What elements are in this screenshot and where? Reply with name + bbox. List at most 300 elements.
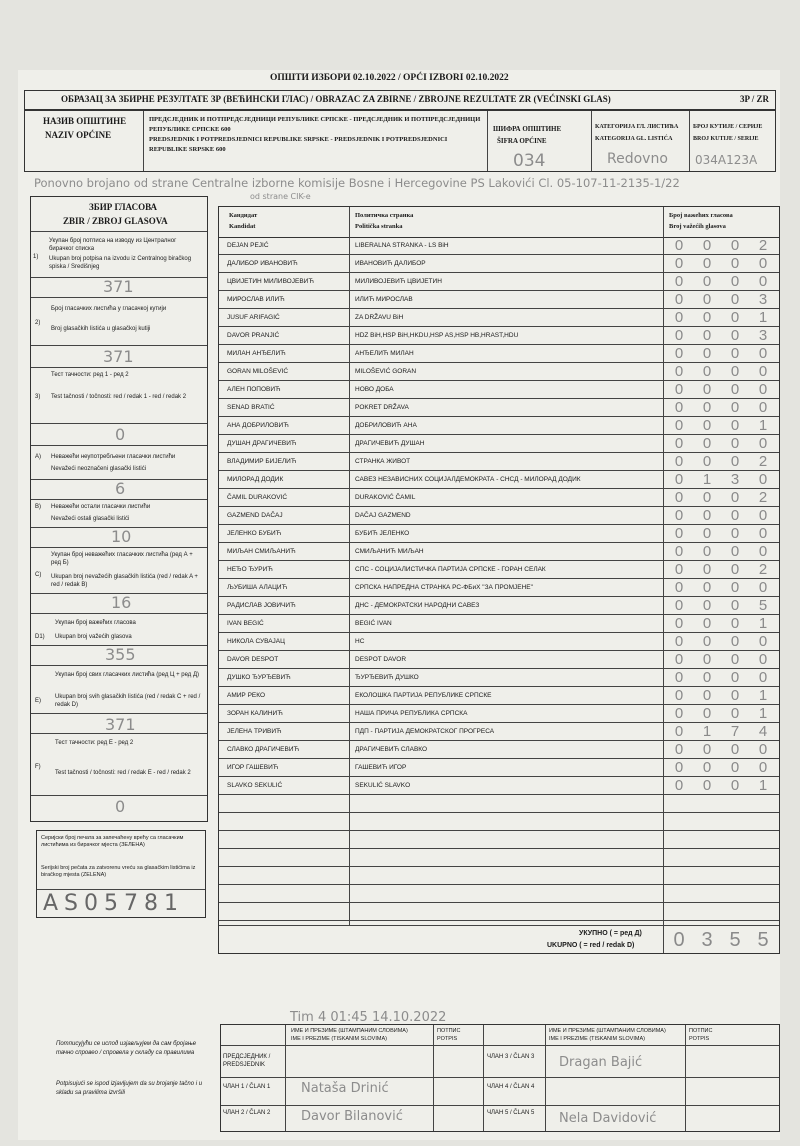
vote-digit: 0 — [674, 399, 684, 416]
party-name: SEKULIĆ SLAVKO — [355, 782, 411, 789]
table-row — [219, 255, 779, 273]
code-label-cyr: ШИФРА ОПШТИНЕ — [493, 125, 562, 133]
summary-value: 371 — [105, 715, 136, 734]
vote-digit: 0 — [674, 687, 684, 704]
party-name: LIBERALNA STRANKA - LS BiH — [355, 242, 449, 249]
candidate-name: АЛЕН ПОПОВИЋ — [227, 386, 281, 393]
vote-digit: 1 — [758, 705, 768, 722]
vote-digits — [665, 741, 777, 759]
vote-digit: 0 — [702, 273, 712, 290]
vote-digit: 0 — [702, 345, 712, 362]
vote-digits — [665, 291, 777, 309]
candidate-name: IVAN BEGIĆ — [227, 620, 264, 627]
vote-digit: 0 — [730, 687, 740, 704]
form-title-bar — [24, 90, 776, 110]
empty-row — [219, 903, 779, 921]
election-title: ОПШТИ ИЗБОРИ 02.10.2022 / OPĆI IZBORI 02.10.2022 — [270, 73, 509, 83]
table-row — [219, 237, 779, 255]
serial-box: Серијски број печата за запечаћену врећу са гласачким листићима из бирачког мјеста (ЗЕЛЕНА) Serijski broj pečata za zatvorenu vreću sa glasačkim listićima iz biračkog mjesta (ZELENA) AS05781 — [36, 830, 206, 918]
total-label-lat: UKUPNO ( = red / redak D) — [547, 942, 635, 949]
party-name: НС — [355, 638, 365, 645]
vote-digit: 0 — [758, 471, 768, 488]
party-name: DESPOT DAVOR — [355, 656, 407, 663]
vote-digit: 0 — [674, 777, 684, 794]
summary-title-lat: ZBIR / ZBROJ GLASOVA — [63, 216, 168, 226]
party-name: ДРАГИЧЕВИЋ СЛАВКО — [355, 746, 428, 753]
candidate-name: МИЉАН СМИЉАНИЋ — [227, 548, 296, 555]
total-label-cyr: УКУПНО ( = ред Д) — [579, 930, 642, 937]
table-row — [219, 777, 779, 795]
vote-digit: 0 — [730, 435, 740, 452]
summary-value: 355 — [105, 645, 136, 664]
vote-digit: 0 — [674, 669, 684, 686]
table-header: Кандидат Kandidat Политичка странка Politička stranka Број важећих гласова Broj važećih glasova — [219, 207, 779, 238]
vote-digits — [665, 417, 777, 435]
certify-cyr: Потписујући се испод изјављујем да сам бројање тачно спровео / спровела у складу са правилима — [56, 1041, 197, 1056]
vote-digit: 0 — [702, 399, 712, 416]
vote-digits — [665, 453, 777, 471]
candidate-name: ЉУБИША АЛАЦИЋ — [227, 584, 288, 591]
vote-digit: 0 — [730, 507, 740, 524]
vote-digits — [665, 777, 777, 795]
party-name: СПС - СОЦИЈАЛИСТИЧКА ПАРТИЈА СРПСКЕ - ГОРАН СЕЛАК — [355, 566, 546, 573]
table-row — [219, 417, 779, 435]
table-row — [219, 381, 779, 399]
vote-digit: 0 — [674, 273, 684, 290]
vote-digit: 0 — [674, 759, 684, 776]
vote-digit: 0 — [730, 309, 740, 326]
party-name: MILOŠEVIĆ GORAN — [355, 368, 417, 375]
table-row — [219, 435, 779, 453]
vote-digit: 0 — [758, 435, 768, 452]
vote-digit: 0 — [674, 435, 684, 452]
vote-digit: 0 — [758, 507, 768, 524]
vote-digits — [665, 507, 777, 525]
vote-digit: 0 — [730, 237, 740, 254]
handwritten-box: 034A123A — [695, 153, 758, 167]
table-row — [219, 273, 779, 291]
vote-digit: 0 — [758, 273, 768, 290]
vote-digit: 0 — [758, 255, 768, 272]
handwritten-category: Redovno — [607, 151, 668, 167]
vote-digit: 0 — [730, 489, 740, 506]
vote-digit: 0 — [730, 759, 740, 776]
vote-digits — [665, 759, 777, 777]
vote-digit: 0 — [730, 561, 740, 578]
table-row — [219, 579, 779, 597]
vote-digits — [665, 237, 777, 255]
table-row — [219, 543, 779, 561]
vote-digit: 0 — [702, 309, 712, 326]
vote-digit: 0 — [730, 597, 740, 614]
party-name: HDZ BiH,HSP BiH,HKDU,HSP AS,HSP HB,HRAST,HDU — [355, 332, 519, 339]
candidate-name: АНА ДОБРИЛОВИЋ — [227, 422, 289, 429]
vote-digit: 0 — [674, 597, 684, 614]
total-digit: 0 — [673, 929, 685, 951]
summary-title-cyr: ЗБИР ГЛАСОВА — [89, 202, 158, 212]
candidate-name: SLAVKO SEKULIĆ — [227, 782, 283, 789]
vote-digits — [665, 471, 777, 489]
candidate-name: DAVOR DESPOT — [227, 656, 279, 663]
vote-digit: 2 — [758, 489, 768, 506]
vote-digits — [665, 669, 777, 687]
party-name: СРПСКА НАПРЕДНА СТРАНКА РС-ФБиХ "ЗА ПРОМЈЕНЕ" — [355, 584, 533, 591]
table-row — [219, 291, 779, 309]
vote-digit: 0 — [702, 507, 712, 524]
signer-name: Dragan Bajić — [559, 1055, 643, 1070]
candidate-name: ДАЛИБОР ИВАНОВИЋ — [227, 260, 298, 267]
vote-digit: 1 — [758, 417, 768, 434]
vote-digit: 0 — [702, 669, 712, 686]
vote-digit: 0 — [730, 705, 740, 722]
vote-digit: 0 — [702, 435, 712, 452]
table-row — [219, 525, 779, 543]
candidate-name: ВЛАДИМИР БИЈЕЛИЋ — [227, 458, 297, 465]
candidate-name: РАДИСЛАВ ЈОВИЧИЋ — [227, 602, 296, 609]
summary-value: 6 — [115, 479, 126, 498]
party-name: НАША ПРИЧА РЕПУБЛИКА СРПСКА — [355, 710, 468, 717]
party-name: САВЕЗ НЕЗАВИСНИХ СОЦИЈАЛДЕМОКРАТА - СНСД - МИЛОРАД ДОДИК — [355, 476, 581, 483]
empty-row — [219, 831, 779, 849]
empty-row — [219, 867, 779, 885]
vote-digit: 0 — [758, 669, 768, 686]
vote-digits — [665, 687, 777, 705]
party-name: АНЂЕЛИЋ МИЛАН — [355, 350, 414, 357]
vote-digit: 0 — [702, 741, 712, 758]
table-row — [219, 687, 779, 705]
vote-digit: 0 — [674, 309, 684, 326]
vote-digits — [665, 399, 777, 417]
vote-digit: 0 — [730, 615, 740, 632]
vote-digit: 0 — [758, 579, 768, 596]
vote-digit: 0 — [674, 507, 684, 524]
vote-digits — [665, 561, 777, 579]
vote-digit: 0 — [702, 237, 712, 254]
vote-digit: 0 — [758, 633, 768, 650]
vote-digit: 0 — [702, 525, 712, 542]
vote-digits — [665, 345, 777, 363]
candidate-name: ИГОР ГАШЕВИЋ — [227, 764, 279, 771]
vote-digit: 0 — [702, 759, 712, 776]
candidate-name: ДУШКО ЂУРЂЕВИЋ — [227, 674, 291, 681]
vote-digit: 0 — [702, 687, 712, 704]
code-label-lat: ŠIFRA OPĆINE — [497, 137, 547, 145]
race-lat: PREDSJEDNIK I POTPREDSJEDNICI REPUBLIKE SRPSKE - PREDSJEDNIK I POTPREDSJEDNICI REPUBLIKE SRPSKE 600 — [149, 136, 448, 153]
candidate-name: МИРОСЛАВ ИЛИЋ — [227, 296, 285, 303]
vote-digit: 0 — [758, 363, 768, 380]
party-name: СТРАНКА ЖИВОТ — [355, 458, 411, 465]
vote-digit: 0 — [674, 363, 684, 380]
vote-digit: 0 — [730, 417, 740, 434]
vote-digits — [665, 489, 777, 507]
vote-digit: 0 — [730, 741, 740, 758]
vote-digit: 0 — [702, 597, 712, 614]
signature-table: ИМЕ И ПРЕЗИМЕ (ШТАМПАНИМ СЛОВИМА) IME I PREZIME (TISKANIM SLOVIMA) ПОТПИС POTPIS ИМЕ И ПРЕЗИМЕ (ШТАМПАНИМ СЛОВИМА) IME I PREZIME (TISKANIM SLOVIMA) ПОТПИС POTPIS ПРЕДСЈЕДНИК / PREDSJEDNIK ЧЛАН 1 / ČLAN 1 ЧЛАН 2 / ČLAN 2 ЧЛАН 3 / ČLAN 3 ЧЛАН 4 / ČLAN 4 ЧЛАН 5 / ČLAN 5 Nataša Drinić Davor Bilanović Dragan Bajić Nela Davidović — [220, 1024, 780, 1132]
table-row — [219, 741, 779, 759]
vote-digit: 0 — [674, 525, 684, 542]
handwritten-date: Tim 4 01:45 14.10.2022 — [290, 1010, 447, 1025]
candidate-name: DEJAN PEJIĆ — [227, 242, 269, 249]
vote-digit: 0 — [702, 579, 712, 596]
certify-lat: Potpisujući se ispod izjavljujem da su brojanje tačno i u skladu sa pravilima izvršili — [56, 1081, 203, 1096]
table-row — [219, 507, 779, 525]
candidate-name: ДУШАН ДРАГИЧЕВИЋ — [227, 440, 297, 447]
vote-digit: 0 — [730, 651, 740, 668]
candidate-name: МИЛОРАД ДОДИК — [227, 476, 284, 483]
category-label-cyr: КАТЕГОРИЈА ГЛ. ЛИСТИЋА — [595, 124, 679, 130]
party-name: POKRET DRŽAVA — [355, 404, 409, 411]
handwritten-code: 034 — [513, 151, 546, 171]
vote-digits — [665, 255, 777, 273]
vote-digit: 0 — [674, 453, 684, 470]
header-info — [24, 110, 776, 172]
vote-digit: 0 — [730, 291, 740, 308]
vote-digit: 0 — [674, 345, 684, 362]
vote-digit: 0 — [730, 579, 740, 596]
municipality-label-lat: NAZIV OPĆINE — [45, 130, 112, 140]
box-label-cyr: БРОЈ КУТИЈЕ / СЕРИЈЕ — [693, 124, 763, 130]
vote-digit: 0 — [730, 363, 740, 380]
table-row — [219, 399, 779, 417]
summary-panel: ЗБИР ГЛАСОВА ZBIR / ZBROJ GLASOVA 1) Укупан број потписа на изводу из Централног бирачког списка Ukupan broj potpisa na izvodu iz Centralnog biračkog spiska / Središnjeg 371 2) Број гласачких листића у гласачкој кутији Broj glasačkih listića u glasačkoj kutiji 371 3) Тест тачности: ред 1 - ред 2 Test tačnosti / točnosti: red / redak 1 - red / redak 2 0 A) Неважећи неупотребљени гласачки листићи Nevažeći neoznačeni glasački listići 6 B) Неважећи остали гласачки листићи Nevažeći ostali glasački listići 10 C) Укупан број неважећих гласачких листића (ред А + ред Б) Ukupan broj nevažećih glasačkih listića (red / redak A + red / redak B) 16 D1) Укупан број важећих гласова Ukupan broj važećih glasova 355 E) Укупан број свих гласачких листића (ред Ц + ред Д) Ukupan broj svih glasačkih listića (red / redak C + red / redak D) 371 F) Тест тачности: ред Е - ред 2 Test tačnosti / točnosti: red / redak E - red / redak 2 0 — [30, 196, 208, 822]
vote-digit: 0 — [674, 651, 684, 668]
vote-digit: 0 — [730, 327, 740, 344]
vote-digits — [665, 543, 777, 561]
vote-digit: 0 — [730, 777, 740, 794]
candidate-name: GAZMEND DAČAJ — [227, 512, 283, 519]
vote-digit: 2 — [758, 561, 768, 578]
vote-digit: 1 — [758, 615, 768, 632]
table-row — [219, 489, 779, 507]
table-row — [219, 363, 779, 381]
summary-value: 0 — [115, 425, 126, 444]
vote-digit: 0 — [674, 291, 684, 308]
vote-digits — [665, 633, 777, 651]
vote-digit: 0 — [674, 615, 684, 632]
vote-digit: 0 — [702, 453, 712, 470]
party-name: DAČAJ GAZMEND — [355, 512, 411, 519]
signer-name: Nataša Drinić — [301, 1081, 389, 1096]
results-table — [218, 206, 780, 954]
vote-digit: 0 — [674, 417, 684, 434]
vote-digit: 0 — [730, 525, 740, 542]
empty-row — [219, 795, 779, 813]
vote-digit: 0 — [674, 255, 684, 272]
candidate-name: НЕЂО ЂУРИЋ — [227, 566, 273, 573]
empty-row — [219, 885, 779, 903]
vote-digit: 2 — [758, 237, 768, 254]
total-value — [665, 927, 777, 953]
vote-digit: 1 — [702, 723, 712, 740]
candidate-name: АМИР РЕКО — [227, 692, 266, 699]
party-name: ПДП - ПАРТИЈА ДЕМОКРАТСКОГ ПРОГРЕСА — [355, 728, 495, 735]
race-cyr: ПРЕДСЈЕДНИК И ПОТПРЕДСЈЕДНИЦИ РЕПУБЛИКЕ СРПСКЕ - ПРЕДСЈЕДНИК И ПОТПРЕДСЈЕДНИЦИ РЕПУБЛИКЕ СРПСКЕ 600 — [149, 116, 481, 133]
vote-digit: 0 — [758, 741, 768, 758]
party-name: BEGIĆ IVAN — [355, 620, 392, 627]
vote-digit: 0 — [730, 255, 740, 272]
vote-digits — [665, 525, 777, 543]
total-digit: 3 — [701, 929, 713, 951]
vote-digit: 0 — [730, 399, 740, 416]
vote-digit: 0 — [730, 345, 740, 362]
candidate-name: ЦВИЈЕТИН МИЛИВОЈЕВИЋ — [227, 278, 314, 285]
candidate-name: ЗОРАН КАЛИНИЋ — [227, 710, 283, 717]
table-row — [219, 597, 779, 615]
table-row — [219, 327, 779, 345]
vote-digit: 0 — [674, 561, 684, 578]
vote-digits — [665, 363, 777, 381]
table-row — [219, 345, 779, 363]
vote-digit: 0 — [674, 543, 684, 560]
table-row — [219, 651, 779, 669]
party-name: ЕКОЛОШКА ПАРТИЈА РЕПУБЛИКЕ СРПСКЕ — [355, 692, 492, 699]
vote-digits — [665, 273, 777, 291]
vote-digit: 0 — [674, 237, 684, 254]
vote-digit: 0 — [702, 381, 712, 398]
vote-digit: 0 — [730, 273, 740, 290]
vote-digits — [665, 309, 777, 327]
summary-value: 0 — [115, 797, 126, 816]
vote-digit: 0 — [702, 615, 712, 632]
vote-digits — [665, 435, 777, 453]
vote-digit: 0 — [674, 723, 684, 740]
vote-digit: 0 — [702, 705, 712, 722]
signer-name: Davor Bilanović — [301, 1109, 403, 1124]
party-name: ZA DRŽAVU BiH — [355, 314, 404, 321]
vote-digit: 0 — [702, 489, 712, 506]
vote-digit: 3 — [730, 471, 740, 488]
form-title: ОБРАЗАЦ ЗА ЗБИРНЕ РЕЗУЛТАТЕ ЗР (ВЕЋИНСКИ ГЛАС) / OBRAZAC ZA ZBIRNE / ZBROJNE REZULTATE ZR (VEĆINSKI GLAS) — [61, 94, 611, 104]
vote-digit: 0 — [758, 381, 768, 398]
vote-digit: 0 — [674, 579, 684, 596]
candidate-name: ЈЕЛЕНКО БУБИЋ — [227, 530, 282, 537]
candidate-name: GORAN MILOŠEVIĆ — [227, 368, 289, 375]
vote-digit: 0 — [674, 471, 684, 488]
summary-value: 371 — [103, 347, 134, 366]
table-row — [219, 309, 779, 327]
municipality-label-cyr: НАЗИВ ОПШТИНЕ — [43, 116, 127, 126]
vote-digit: 3 — [758, 327, 768, 344]
party-name: НОВО ДОБА — [355, 386, 394, 393]
vote-digits — [665, 705, 777, 723]
vote-digits — [665, 381, 777, 399]
vote-digit: 0 — [758, 345, 768, 362]
vote-digit: 2 — [758, 453, 768, 470]
table-row — [219, 669, 779, 687]
vote-digits — [665, 651, 777, 669]
vote-digits — [665, 615, 777, 633]
candidate-name: DAVOR PRANJIĆ — [227, 332, 280, 339]
box-label-lat: BROJ KUTIJE / SERIJE — [693, 136, 759, 142]
party-name: МИЛИВОЈЕВИЋ ЦВИЈЕТИН — [355, 278, 442, 285]
candidate-name: SENAD BRATIĆ — [227, 404, 275, 411]
vote-digit: 0 — [674, 705, 684, 722]
vote-digit: 0 — [702, 291, 712, 308]
total-digit: 5 — [729, 929, 741, 951]
vote-digit: 0 — [758, 651, 768, 668]
vote-digit: 4 — [758, 723, 768, 740]
candidate-name: JUSUF ARIFAGIĆ — [227, 314, 280, 321]
vote-digit: 0 — [674, 327, 684, 344]
party-name: DURAKOVIĆ ČAMIL — [355, 494, 416, 501]
candidate-name: ЈЕЛЕНА ТРИВИЋ — [227, 728, 282, 735]
vote-digit: 7 — [730, 723, 740, 740]
summary-value: 10 — [111, 527, 132, 546]
signer-name: Nela Davidović — [559, 1111, 657, 1126]
vote-digits — [665, 327, 777, 345]
vote-digit: 5 — [758, 597, 768, 614]
vote-digit: 0 — [758, 543, 768, 560]
vote-digit: 0 — [702, 543, 712, 560]
table-row — [219, 453, 779, 471]
party-name: ИВАНОВИЋ ДАЛИБОР — [355, 260, 426, 267]
candidate-name: ČAMIL DURAKOVIĆ — [227, 494, 288, 501]
vote-digits — [665, 723, 777, 741]
vote-digit: 0 — [702, 633, 712, 650]
candidate-name: МИЛАН АНЂЕЛИЋ — [227, 350, 286, 357]
vote-digit: 0 — [674, 741, 684, 758]
vote-digit: 0 — [702, 561, 712, 578]
vote-digit: 0 — [702, 255, 712, 272]
vote-digit: 0 — [674, 633, 684, 650]
party-name: СМИЉАНИЋ МИЉАН — [355, 548, 424, 555]
vote-digit: 1 — [702, 471, 712, 488]
vote-digit: 1 — [758, 777, 768, 794]
empty-row — [219, 849, 779, 867]
table-row — [219, 561, 779, 579]
vote-digit: 0 — [674, 489, 684, 506]
serial-value: AS05781 — [43, 891, 184, 916]
form-code: 3P / ZR — [740, 94, 770, 104]
table-row — [219, 759, 779, 777]
vote-digits — [665, 597, 777, 615]
party-name: БУБИЋ ЈЕЛЕНКО — [355, 530, 410, 537]
party-name: ЂУРЂЕВИЋ ДУШКО — [355, 674, 419, 681]
empty-row — [219, 813, 779, 831]
category-label-lat: KATEGORIJA GL. LISTIĆA — [595, 136, 673, 142]
vote-digit: 3 — [758, 291, 768, 308]
vote-digit: 0 — [730, 381, 740, 398]
party-name: ДНС - ДЕМОКРАТСКИ НАРОДНИ САВЕЗ — [355, 602, 480, 609]
summary-value: 16 — [111, 593, 132, 612]
vote-digit: 0 — [702, 327, 712, 344]
table-row — [219, 705, 779, 723]
party-name: ИЛИЋ МИРОСЛАВ — [355, 296, 413, 303]
total-digit: 5 — [757, 929, 769, 951]
table-row — [219, 633, 779, 651]
vote-digits — [665, 579, 777, 597]
vote-digit: 1 — [758, 309, 768, 326]
party-name: ГАШЕВИЋ ИГОР — [355, 764, 407, 771]
vote-digit: 1 — [758, 687, 768, 704]
vote-digit: 0 — [758, 399, 768, 416]
table-row — [219, 723, 779, 741]
vote-digit: 0 — [730, 543, 740, 560]
vote-digit: 0 — [702, 777, 712, 794]
handwritten-note-small: od strane CIK-e — [250, 192, 311, 201]
vote-digit: 0 — [702, 363, 712, 380]
candidate-name: СЛАВКО ДРАГИЧЕВИЋ — [227, 746, 300, 753]
candidate-name: НИКОЛА СУВАЈАЦ — [227, 638, 285, 645]
vote-digit: 0 — [674, 381, 684, 398]
table-row — [219, 471, 779, 489]
vote-digit: 0 — [758, 759, 768, 776]
summary-value: 371 — [103, 277, 134, 296]
vote-digit: 0 — [702, 417, 712, 434]
vote-digit: 0 — [730, 669, 740, 686]
vote-digit: 0 — [702, 651, 712, 668]
vote-digit: 0 — [730, 633, 740, 650]
